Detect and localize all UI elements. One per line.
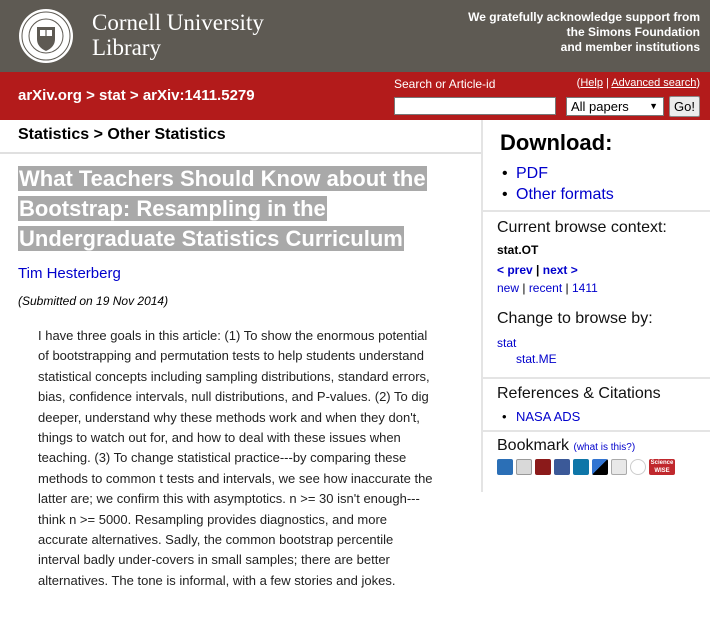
bibsonomy-icon[interactable] <box>497 459 513 475</box>
logo-line-2: Library <box>92 35 161 60</box>
go-button[interactable]: Go! <box>669 96 700 117</box>
download-heading: Download: <box>500 130 613 155</box>
bookmark-help-link[interactable]: (what is this?) <box>573 442 636 453</box>
browse-stat-link[interactable]: stat <box>497 336 517 350</box>
submission-date: (Submitted on 19 Nov 2014) <box>18 294 169 308</box>
list-item <box>500 408 580 426</box>
nav-bar <box>0 72 710 120</box>
search-scope-value: All papers <box>571 99 629 114</box>
author-link[interactable]: Tim Hesterberg <box>18 265 121 282</box>
chevron-down-icon: ▼ <box>649 101 658 111</box>
browse-stat-me-link[interactable]: stat.ME <box>516 352 557 366</box>
change-browse-heading: Change to browse by: <box>497 310 653 327</box>
paper-title-text: What Teachers Should Know about the Bootstrap: Resampling in the Undergraduate Statistics Curriculum <box>19 166 426 251</box>
download-list <box>500 163 614 205</box>
breadcrumb-separator: > <box>125 87 143 104</box>
nav-separator: | <box>519 281 529 295</box>
search-input[interactable] <box>394 97 556 115</box>
paper-title <box>18 164 458 254</box>
bookmark-heading <box>497 437 635 455</box>
site-header <box>0 0 710 72</box>
nav-separator: | <box>532 263 543 277</box>
search-scope-select[interactable] <box>566 97 664 116</box>
divider <box>0 152 482 154</box>
mendeley-icon[interactable] <box>516 459 532 475</box>
month-link[interactable]: 1411 <box>571 281 598 295</box>
advanced-search-link[interactable]: Advanced search <box>611 77 697 89</box>
breadcrumb <box>18 87 255 104</box>
next-link[interactable]: next > <box>542 263 578 277</box>
breadcrumb-home-link[interactable]: arXiv.org <box>18 87 82 104</box>
library-logo[interactable] <box>92 10 264 60</box>
support-line-3: and member institutions <box>560 40 700 54</box>
divider <box>483 430 710 432</box>
subject-heading: Statistics > Other Statistics <box>18 126 226 143</box>
bookmark-icons <box>497 459 675 475</box>
paren-open: ( <box>576 77 581 89</box>
citeulike-icon[interactable] <box>535 459 551 475</box>
paren-close: ) <box>696 77 700 89</box>
nav-separator: | <box>562 281 572 295</box>
breadcrumb-category-link[interactable]: stat <box>99 87 126 104</box>
search-label: Search or Article-id <box>394 77 496 91</box>
sciencewise-icon[interactable]: Science WISE <box>650 460 674 474</box>
browse-context-heading: Current browse context: <box>497 219 667 236</box>
breadcrumb-article-id: arXiv:1411.5279 <box>142 87 255 104</box>
help-separator: | <box>602 77 612 89</box>
breadcrumb-separator: > <box>81 87 100 104</box>
linkedin-icon[interactable] <box>573 459 589 475</box>
prev-link[interactable]: < prev <box>497 263 533 277</box>
prev-next-nav <box>497 263 578 277</box>
references-heading: References & Citations <box>497 385 661 402</box>
support-line-1: We gratefully acknowledge support from <box>468 10 700 24</box>
sidebar <box>481 120 710 492</box>
reddit-icon[interactable] <box>630 459 646 475</box>
references-list <box>500 408 580 426</box>
logo-line-1: Cornell University <box>92 10 264 35</box>
help-link[interactable]: Help <box>580 77 603 89</box>
delicious-icon[interactable] <box>592 459 608 475</box>
abstract-text: I have three goals in this article: (1) To show the enormous potential of bootstrapping and permutation tests to help students understand statistical concepts including sampling distributions, standard errors, bias, confidence intervals, null distributions, and P-values. (2) To dig deeper, understand why these methods work and when they don't, things to watch out for, and how to deal with these issues when teaching. (3) To change statistical practice---by comparing these methods to common t tests and intervals, we see how inaccurate the latter are; we confirm this with asymptotics. n >= 30 isn't enough---think n >= 5000. Resampling provides diagnostics, and more accurate alternatives. Sadly, the common bootstrap percentile interval badly under-covers in small samples; there are better alternatives. The tone is informal, with a few stories and jokes. <box>38 328 433 588</box>
digg-icon[interactable] <box>611 459 627 475</box>
listing-links <box>497 281 598 295</box>
list-item <box>500 184 614 205</box>
divider <box>483 210 710 212</box>
bookmark-label: Bookmark <box>497 437 570 454</box>
support-line-2: the Simons Foundation <box>566 25 700 39</box>
new-link[interactable]: new <box>497 281 520 295</box>
help-links <box>577 77 700 89</box>
list-item <box>500 163 614 184</box>
browse-context-value: stat.OT <box>497 243 539 257</box>
pdf-link[interactable]: PDF <box>516 165 548 182</box>
recent-link[interactable]: recent <box>528 281 563 295</box>
nasa-ads-link[interactable]: NASA ADS <box>516 409 581 424</box>
other-formats-link[interactable]: Other formats <box>516 186 614 203</box>
facebook-icon[interactable] <box>554 459 570 475</box>
support-notice <box>400 10 700 55</box>
divider <box>483 377 710 379</box>
cornell-seal-icon[interactable] <box>18 8 74 64</box>
